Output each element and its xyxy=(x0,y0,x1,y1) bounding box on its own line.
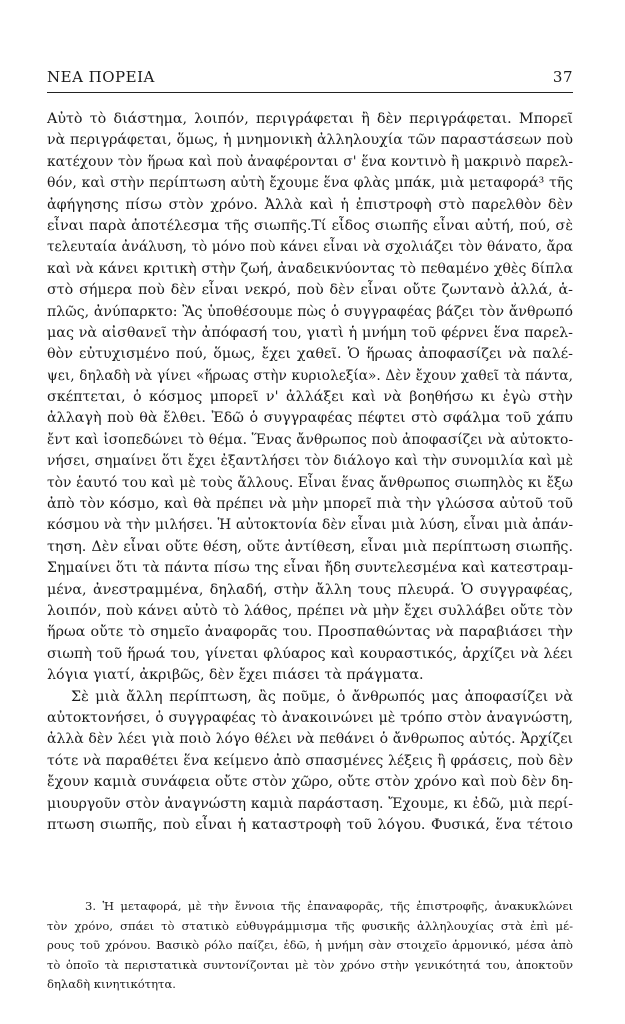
footnotes xyxy=(47,897,573,995)
text-line: τότε νὰ παραθέτει ἕνα κείμενο ἀπὸ σπασμένες λέξεις ἢ φράσεις, ποὺ δὲν xyxy=(47,752,573,769)
footnote-line: τὸ ὁποῖο τὰ περιστατικὰ συντονίζονται μὲ τὸν χρόνο στὴν γενικότητά του, ἀποκτοῦν xyxy=(47,957,573,972)
footnote-line: 3. Ἡ μεταφορά, μὲ τὴν ἔννοια τῆς ἐπαναφορᾶς, τῆς ἐπιστροφῆς, ἀνακυκλώνει xyxy=(85,899,573,913)
page-number: 37 xyxy=(552,68,573,86)
footnote-line: τὸν χρόνο, σπάει τὸ στατικὸ εὐθυγράμμισμα τῆς φυσικῆς ἀλληλουχίας στὰ ἐπὶ μέ- xyxy=(47,918,573,933)
body-text xyxy=(47,109,573,836)
footnote-line: ρους τοῦ χρόνου. Βασικὸ ρόλο παίζει, ἐδῶ, ἡ μνήμη σὰν στοιχεῖο ἁρμονικό, μέσα ἀπὸ xyxy=(47,938,573,953)
text-line: αὐτοκτονήσει, ὁ συγγραφέας τὸ ἀνακοινώνει μὲ τρόπο στὸν ἀναγνώστη, xyxy=(47,709,573,726)
text-line: σιωπὴ τοῦ ἥρωά του, γίνεται φλύαρος καὶ κουραστικός, ἀρχίζει νὰ λέει xyxy=(47,645,573,662)
text-line: κατέχουν τὸν ἥρωα καὶ ποὺ ἀναφέρονται σ' ἕνα κοντινὸ ἢ μακρινὸ παρελ- xyxy=(47,153,573,170)
text-line: θόν, καὶ στὴν περίπτωση αὐτὴ ἔχουμε ἕνα φλὰς μπάκ, μιὰ μεταφορά³ τῆς xyxy=(47,175,573,192)
text-line: ἀπὸ τὸν κόσμο, καὶ θὰ πρέπει νὰ μὴν μπορεῖ πιὰ τὴν γλώσσα αὐτοῦ τοῦ xyxy=(47,496,573,513)
text-line: μιουργοῦν στὸν ἀναγνώστη καμιὰ παράσταση. Ἔχουμε, κι ἐδῶ, μιὰ περί- xyxy=(47,795,573,812)
text-line: ἀλλαγὴ ποὺ θὰ ἔλθει. Ἐδῶ ὁ συγγραφέας πέφτει στὸ σφάλμα τοῦ χάπυ xyxy=(47,410,573,427)
text-line: μας νὰ αἰσθανεῖ τὴν ἀπόφασή του, γιατὶ ἡ μνήμη τοῦ φέρνει ἕνα παρελ- xyxy=(47,324,573,341)
header-rule xyxy=(47,92,573,93)
running-head xyxy=(47,68,573,90)
text-line: ἥρωα οὔτε τὸ σημεῖο ἀναφορᾶς του. Προσπαθώντας νὰ παραβιάσει τὴν xyxy=(47,624,573,641)
paragraph-last-line: λόγια γιατί, ἀκριβῶς, δὲν ἔχει πιάσει τὰ πράγματα. xyxy=(47,667,424,684)
running-title: ΝΕΑ ΠΟΡΕΙΑ xyxy=(47,68,155,86)
footnote-line: δηλαδὴ κινητικότητα. xyxy=(47,977,176,992)
text-line: νὰ περιγράφεται, ὅμως, ἡ μνημονικὴ ἀλληλουχία τῶν παραστάσεων ποὺ xyxy=(47,132,573,149)
text-line: τὸν ἑαυτό του καὶ μὲ τοὺς ἄλλους. Εἶναι ἕνας ἄνθρωπος σιωπηλὸς κι ἔξω xyxy=(47,474,573,491)
text-line: τηση. Δὲν εἶναι οὔτε θέση, οὔτε ἀντίθεση, εἶναι μιὰ περίπτωση σιωπῆς. xyxy=(47,538,573,555)
text-line: τελευταία ἀνάλυση, τὸ μόνο ποὺ κάνει εἶναι νὰ σχολιάζει τὸν θάνατο, ἄρα xyxy=(47,239,573,256)
paragraph-first-line: Σὲ μιὰ ἄλλη περίπτωση, ἂς ποῦμε, ὁ ἄνθρωπός μας ἀποφασίζει νὰ xyxy=(71,688,573,705)
text-line: ψει, δηλαδὴ νὰ γίνει «ἥρωας στὴν κυριολεξία». Δὲν ἔχουν χαθεῖ τὰ πάντα, xyxy=(47,367,573,384)
text-line: εἶναι παρὰ ἀποτέλεσμα τῆς σιωπῆς.Τί εἶδος σιωπῆς εἶναι αὐτή, πού, σὲ xyxy=(47,217,573,234)
text-line: λοιπόν, ποὺ κάνει αὐτὸ τὸ λάθος, πρέπει νὰ μὴν ἔχει συλλάβει οὔτε τὸν xyxy=(47,602,573,619)
text-line: πλῶς, ἀνύπαρκτο: Ἂς ὑποθέσουμε πὼς ὁ συγγραφέας βάζει τὸν ἄνθρωπό xyxy=(47,303,573,320)
text-line: ἔχουν καμιὰ συνάφεια οὔτε στὸν χῶρο, οὔτε στὸν χρόνο καὶ ποὺ δὲν δη- xyxy=(47,774,573,791)
text-line: νήσει, σημαίνει ὅτι ἔχει ἐξαντλήσει τὸν διάλογο καὶ τὴν συνομιλία καὶ μὲ xyxy=(47,453,573,470)
text-line: σκέπτεται, ὁ κόσμος μπορεῖ ν' ἀλλάξει καὶ νὰ βοηθήσω κι ἐγὼ στὴν xyxy=(47,389,573,406)
text-line: στὸ σήμερα ποὺ δὲν εἶναι νεκρό, ποὺ δὲν εἶναι οὔτε ζωντανὸ ἀλλά, ἁ- xyxy=(47,282,573,299)
text-line: θὸν εὐτυχισμένο πού, ὅμως, ἔχει χαθεῖ. Ὁ ἥρωας ἀποφασίζει νὰ παλέ- xyxy=(47,346,573,363)
text-line: μένα, ἀνεστραμμένα, δηλαδή, στὴν ἄλλη τους πλευρά. Ὁ συγγραφέας, xyxy=(47,581,573,598)
text-line: κόσμου νὰ τὴν μιλήσει. Ἡ αὐτοκτονία δὲν εἶναι μιὰ λύση, εἶναι μιὰ ἀπάν- xyxy=(47,517,573,534)
text-line: ἔντ καὶ ἰσοπεδώνει τὸ θέμα. Ἕνας ἄνθρωπος ποὺ ἀποφασίζει νὰ αὐτοκτο- xyxy=(47,431,573,448)
text-line: Αὐτὸ τὸ διάστημα, λοιπόν, περιγράφεται ἢ δὲν περιγράφεται. Μπορεῖ xyxy=(47,111,573,127)
text-line: ἀλλὰ δὲν λέει γιὰ ποιὸ λόγο θέλει νὰ πεθάνει ὁ ἄνθρωπος αὐτός. Ἀρχίζει xyxy=(47,731,573,748)
text-line: Σημαίνει ὅτι τὰ πάντα πίσω της εἶναι ἤδη συντελεσμένα καὶ κατεστραμ- xyxy=(47,560,573,577)
text-line: καὶ νὰ κάνει κριτικὴ στὴν ζωή, ἀναδεικνύοντας τὸ πεθαμένο χθὲς δίπλα xyxy=(47,260,573,277)
text-line: ἀφήγησης πίσω στὸν χρόνο. Ἀλλὰ καὶ ἡ ἐπιστροφὴ στὸ παρελθὸν δὲν xyxy=(47,196,573,213)
text-line: πτωση σιωπῆς, ποὺ εἶναι ἡ καταστροφὴ τοῦ λόγου. Φυσικά, ἕνα τέτοιο xyxy=(47,816,573,833)
